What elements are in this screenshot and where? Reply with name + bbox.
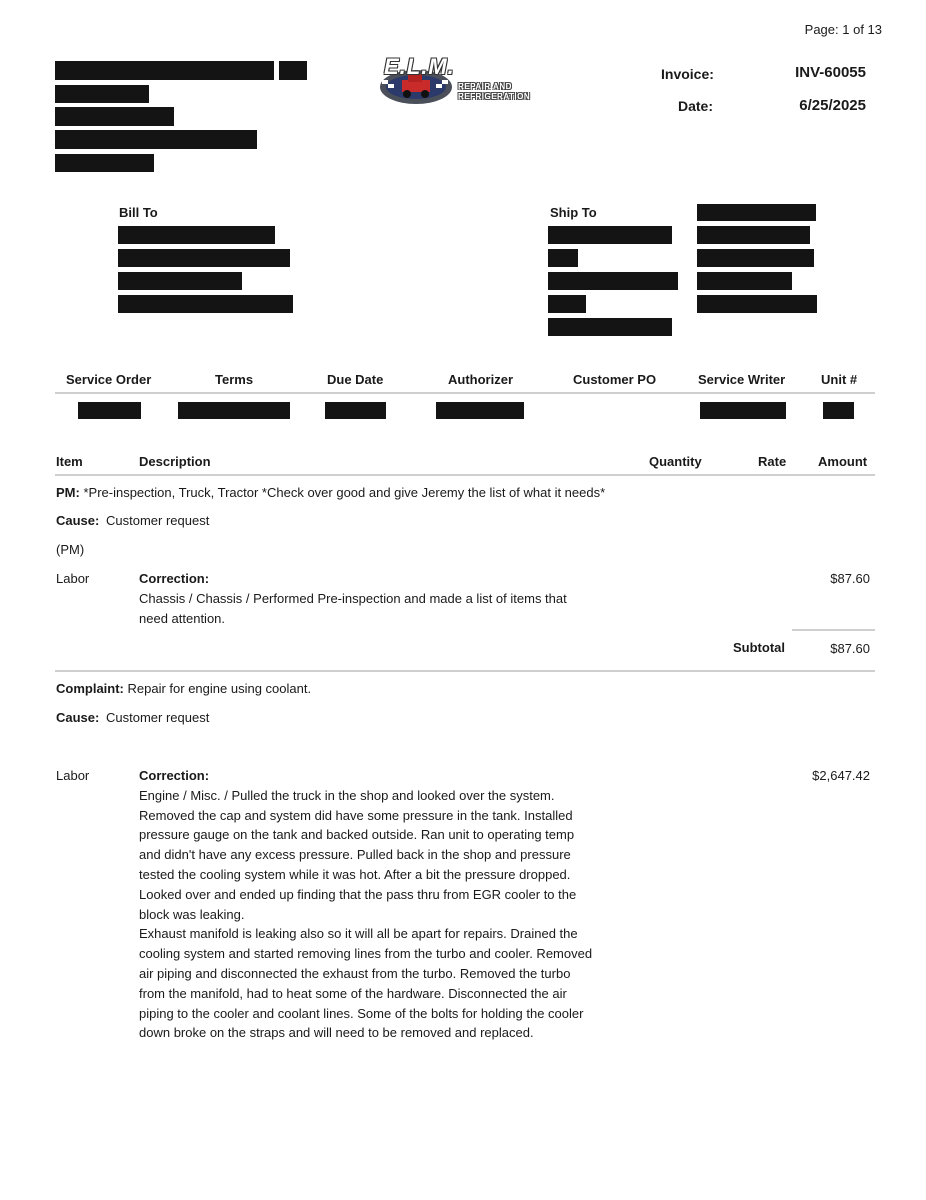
correction-label: Correction: xyxy=(139,768,210,783)
subtotal-divider xyxy=(792,629,875,631)
line-amount: $2,647.42 xyxy=(812,768,870,783)
logo-subtitle-1: REPAIR AND xyxy=(458,82,512,91)
correction-line: block was leaking. xyxy=(139,906,245,922)
cause-line xyxy=(56,710,209,725)
correction-line: from the manifold, had to heat some of the hardware. Disconnected the air xyxy=(139,985,567,1001)
cause-label: Cause: xyxy=(56,513,100,528)
pm-text: *Pre-inspection, Truck, Tractor *Check over good and give Jeremy the list of what it needs* xyxy=(83,485,606,500)
invoice-number: INV-60055 xyxy=(795,64,866,81)
redacted-ship-line xyxy=(697,295,817,313)
redacted-ship-line xyxy=(697,272,792,290)
correction-line: down broke on the straps and will need to be removed and replaced. xyxy=(139,1025,534,1041)
subtotal-value: $87.60 xyxy=(830,641,870,656)
correction-block xyxy=(139,766,619,1043)
complaint-line xyxy=(56,681,311,696)
header-terms: Terms xyxy=(215,372,254,387)
redacted-address-line xyxy=(55,107,174,126)
redacted-ship-line xyxy=(697,226,810,244)
column-description: Description xyxy=(139,454,211,469)
correction-line: piping to the cooler and coolant lines. Some of the bolts for holding the cooler xyxy=(139,1005,584,1021)
redacted-bill-line xyxy=(118,295,293,313)
complaint-label: Complaint: xyxy=(56,681,124,696)
cause-label: Cause: xyxy=(56,710,100,725)
redacted-due-date xyxy=(325,402,386,419)
redacted-bill-line xyxy=(118,226,275,244)
cause-line xyxy=(56,513,209,528)
page-indicator: Page: 1 of 13 xyxy=(804,22,882,37)
redacted-bill-line xyxy=(118,272,242,290)
header-customer-po: Customer PO xyxy=(573,372,657,387)
subtotal-label: Subtotal xyxy=(733,640,785,655)
correction-line: Chassis / Chassis / Performed Pre-inspection and made a list of items that xyxy=(139,590,567,606)
redacted-ship-line xyxy=(697,204,816,221)
redacted-terms xyxy=(178,402,290,419)
complaint-text: Repair for engine using coolant. xyxy=(127,681,312,696)
redacted-ship-line xyxy=(548,318,672,336)
correction-line: Exhaust manifold is leaking also so it will all be apart for repairs. Drained the xyxy=(139,926,578,942)
date-label: Date: xyxy=(678,98,714,114)
redacted-authorizer xyxy=(436,402,524,419)
redacted-ship-line xyxy=(697,249,814,267)
header-service-writer: Service Writer xyxy=(698,372,786,387)
correction-line: Looked over and ended up finding that the pass thru from EGR cooler to the xyxy=(139,886,577,902)
correction-line: Engine / Misc. / Pulled the truck in the shop and looked over the system. xyxy=(139,787,555,803)
pm-line xyxy=(56,485,605,500)
header-unit-number: Unit # xyxy=(821,372,858,387)
redacted-address-line xyxy=(55,130,257,149)
pm-label: PM: xyxy=(56,485,80,500)
correction-label: Correction: xyxy=(139,571,210,586)
redacted-ship-line xyxy=(548,272,678,290)
line-item-type: Labor xyxy=(56,768,90,783)
redacted-company-name-suffix xyxy=(279,61,307,80)
divider xyxy=(55,392,875,394)
redacted-unit-number xyxy=(823,402,854,419)
redacted-ship-line xyxy=(548,295,586,313)
logo-title: E.L.M. xyxy=(384,54,455,79)
redacted-address-line xyxy=(55,154,154,172)
bill-to-label: Bill To xyxy=(119,205,158,220)
logo-subtitle-2: REFRIGERATION xyxy=(458,92,531,101)
correction-line: Removed the cap and system did have some pressure in the tank. Installed xyxy=(139,807,573,823)
line-amount: $87.60 xyxy=(830,571,870,586)
column-item: Item xyxy=(56,454,83,469)
redacted-address-line xyxy=(55,85,149,103)
column-rate: Rate xyxy=(758,454,787,469)
redacted-service-order xyxy=(78,402,141,419)
correction-line: cooling system and started removing lines from the turbo and cooler. Removed xyxy=(139,946,593,962)
header-service-order: Service Order xyxy=(66,372,152,387)
header-due-date: Due Date xyxy=(327,372,384,387)
redacted-ship-line xyxy=(548,249,578,267)
redacted-ship-line xyxy=(548,226,672,244)
correction-line: air piping and disconnected the exhaust from the turbo. Removed the turbo xyxy=(139,965,571,981)
divider xyxy=(55,474,875,476)
ship-to-label: Ship To xyxy=(550,205,597,220)
header-authorizer: Authorizer xyxy=(448,372,513,387)
invoice-date: 6/25/2025 xyxy=(799,97,866,114)
redacted-company-name xyxy=(55,61,274,80)
company-logo xyxy=(378,54,550,110)
correction-line: need attention. xyxy=(139,610,226,626)
correction-block xyxy=(139,569,567,628)
redacted-service-writer xyxy=(700,402,786,419)
redacted-bill-line xyxy=(118,249,290,267)
line-item-type: Labor xyxy=(56,571,90,586)
correction-line: tested the cooling system while it was hot. After a bit the pressure dropped. xyxy=(139,866,571,882)
cause-text: Customer request xyxy=(105,513,210,528)
cause-text: Customer request xyxy=(105,710,210,725)
section-divider xyxy=(55,670,875,672)
pm-tag: (PM) xyxy=(56,542,85,557)
column-amount: Amount xyxy=(818,454,868,469)
invoice-label: Invoice: xyxy=(661,66,714,82)
correction-line: and didn't have any excess pressure. Pulled back in the shop and pressure xyxy=(139,847,571,863)
column-quantity: Quantity xyxy=(649,454,702,469)
correction-line: pressure gauge on the tank and backed outside. Ran unit to operating temp xyxy=(139,827,575,843)
